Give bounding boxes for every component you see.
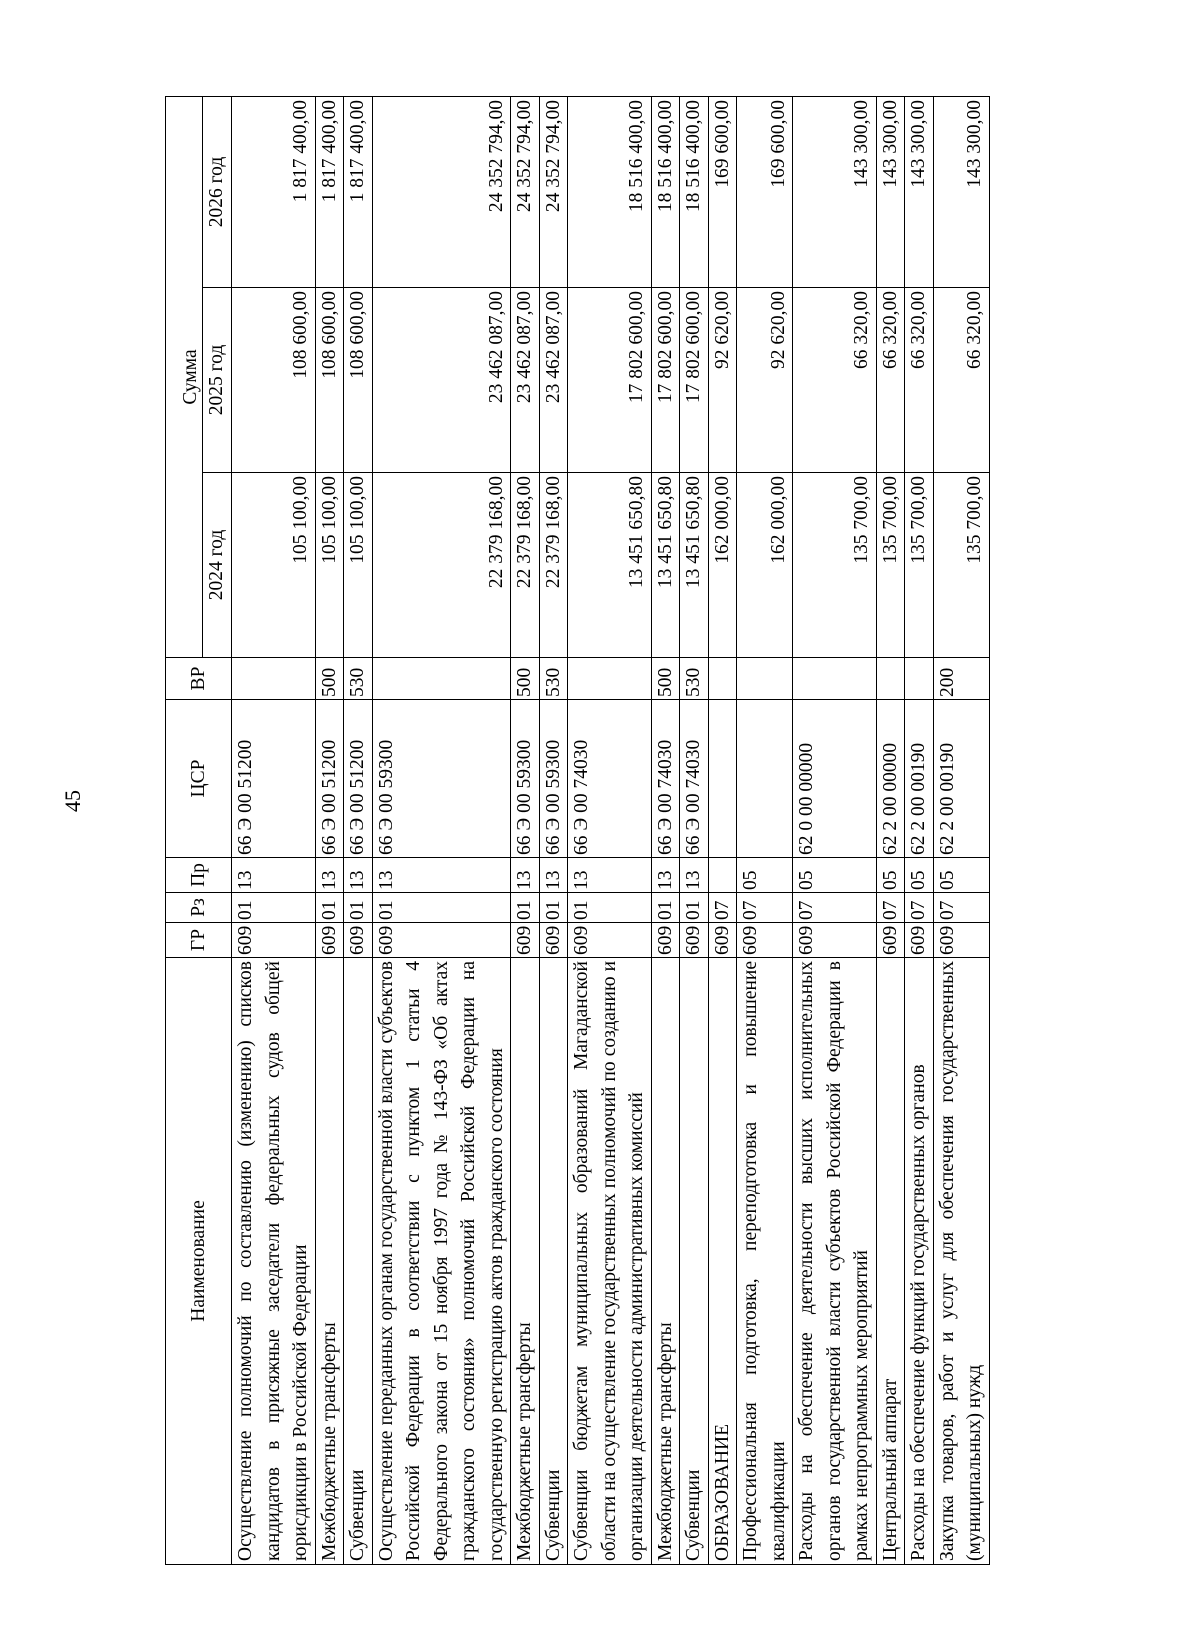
table-row [511, 96, 540, 1564]
cell-2024: 135 700,00 [905, 473, 934, 658]
cell-pr: 13 [651, 858, 680, 893]
cell-pr: 13 [344, 858, 373, 893]
cell-2025: 66 320,00 [933, 288, 989, 473]
cell-2024: 105 100,00 [344, 473, 373, 658]
table-row [876, 96, 905, 1564]
cell-pr: 05 [876, 858, 905, 893]
cell-vr: 530 [539, 658, 568, 700]
cell-vr [905, 658, 934, 700]
cell-csr: 66 Э 00 51200 [315, 700, 344, 858]
table-row [793, 96, 877, 1564]
cell-name: Закупка товаров, работ и услуг для обеспечения государственных (муниципальных) нужд [933, 958, 989, 1565]
cell-2026: 24 352 794,00 [539, 96, 568, 287]
cell-gr: 609 [876, 923, 905, 958]
cell-rz: 07 [933, 893, 989, 923]
cell-rz: 01 [315, 893, 344, 923]
cell-vr [876, 658, 905, 700]
table-row [708, 96, 737, 1564]
cell-vr [793, 658, 877, 700]
cell-name: Профессиональная подготовка, переподготовка и повышение квалификации [737, 958, 793, 1565]
page-number: 45 [60, 790, 85, 812]
cell-name: Межбюджетные трансферты [511, 958, 540, 1565]
cell-gr: 609 [232, 923, 316, 958]
cell-pr: 13 [539, 858, 568, 893]
cell-vr: 530 [344, 658, 373, 700]
cell-2026: 143 300,00 [905, 96, 934, 287]
cell-csr: 66 Э 00 74030 [568, 700, 652, 858]
cell-vr: 500 [315, 658, 344, 700]
cell-vr: 200 [933, 658, 989, 700]
table-row [315, 96, 344, 1564]
cell-2025: 66 320,00 [876, 288, 905, 473]
header-name: Наименование [166, 958, 232, 1565]
table-body [232, 96, 990, 1564]
cell-2024: 13 451 650,80 [568, 473, 652, 658]
cell-name: Осуществление переданных органам государственной власти субъектов Российской Федерации в соответствии с пунктом 1 статьи 4 Федерального закона от 15 ноября 1997 года № 143-ФЗ «Об актах гражданского состояния» полномочий Российской Федерации на государственную регистрацию актов гражданского состояния [372, 958, 511, 1565]
cell-2024: 13 451 650,80 [651, 473, 680, 658]
cell-name: Субвенции [680, 958, 709, 1565]
cell-2024: 135 700,00 [793, 473, 877, 658]
cell-2026: 18 516 400,00 [568, 96, 652, 287]
cell-2025: 23 462 087,00 [539, 288, 568, 473]
cell-2025: 17 802 600,00 [651, 288, 680, 473]
cell-csr: 66 Э 00 51200 [344, 700, 373, 858]
cell-2024: 22 379 168,00 [539, 473, 568, 658]
cell-2026: 169 600,00 [708, 96, 737, 287]
cell-vr [232, 658, 316, 700]
cell-pr: 13 [372, 858, 511, 893]
cell-2026: 1 817 400,00 [315, 96, 344, 287]
cell-2025: 17 802 600,00 [568, 288, 652, 473]
cell-2024: 135 700,00 [933, 473, 989, 658]
cell-csr [737, 700, 793, 858]
table-row [737, 96, 793, 1564]
cell-pr: 05 [905, 858, 934, 893]
cell-rz: 01 [511, 893, 540, 923]
table-row [539, 96, 568, 1564]
cell-gr: 609 [651, 923, 680, 958]
cell-csr: 62 2 00 00000 [876, 700, 905, 858]
cell-2024: 135 700,00 [876, 473, 905, 658]
cell-name: Межбюджетные трансферты [651, 958, 680, 1565]
cell-gr: 609 [344, 923, 373, 958]
cell-2024: 105 100,00 [232, 473, 316, 658]
cell-csr: 66 Э 00 59300 [539, 700, 568, 858]
rotated-page-content [165, 97, 990, 1565]
table-row [933, 96, 989, 1564]
cell-name: Осуществление полномочий по составлению (изменению) списков кандидатов в присяжные заседатели федеральных судов общей юрисдикции в Российской Федерации [232, 958, 316, 1565]
cell-pr: 05 [737, 858, 793, 893]
cell-gr: 609 [511, 923, 540, 958]
cell-rz: 01 [344, 893, 373, 923]
cell-rz: 01 [651, 893, 680, 923]
cell-csr [708, 700, 737, 858]
header-pr: Пр [166, 858, 232, 893]
cell-vr [737, 658, 793, 700]
cell-csr: 62 2 00 00190 [933, 700, 989, 858]
cell-2026: 169 600,00 [737, 96, 793, 287]
cell-2025: 23 462 087,00 [372, 288, 511, 473]
cell-gr: 609 [539, 923, 568, 958]
cell-name: Межбюджетные трансферты [315, 958, 344, 1565]
cell-name: ОБРАЗОВАНИЕ [708, 958, 737, 1565]
cell-name: Субвенции бюджетам муниципальных образований Магаданской области на осуществление государственных полномочий по созданию и организации деятельности административных комиссий [568, 958, 652, 1565]
header-sum: Сумма [166, 96, 203, 657]
table-row [568, 96, 652, 1564]
cell-2026: 18 516 400,00 [680, 96, 709, 287]
cell-2024: 162 000,00 [708, 473, 737, 658]
cell-2026: 1 817 400,00 [344, 96, 373, 287]
cell-csr: 66 Э 00 51200 [232, 700, 316, 858]
cell-name: Субвенции [344, 958, 373, 1565]
cell-2024: 105 100,00 [315, 473, 344, 658]
cell-2024: 22 379 168,00 [511, 473, 540, 658]
cell-2024: 22 379 168,00 [372, 473, 511, 658]
cell-vr: 500 [511, 658, 540, 700]
cell-rz: 07 [876, 893, 905, 923]
header-2024: 2024 год [203, 473, 232, 658]
cell-2024: 13 451 650,80 [680, 473, 709, 658]
cell-vr [372, 658, 511, 700]
header-csr: ЦСР [166, 700, 232, 858]
cell-rz: 01 [680, 893, 709, 923]
header-gr: ГР [166, 923, 232, 958]
cell-2025: 108 600,00 [344, 288, 373, 473]
cell-rz: 07 [793, 893, 877, 923]
cell-gr: 609 [737, 923, 793, 958]
cell-gr: 609 [315, 923, 344, 958]
cell-2024: 162 000,00 [737, 473, 793, 658]
cell-2025: 108 600,00 [232, 288, 316, 473]
table-row [232, 96, 316, 1564]
cell-pr: 13 [511, 858, 540, 893]
cell-2025: 66 320,00 [793, 288, 877, 473]
cell-gr: 609 [708, 923, 737, 958]
cell-vr: 500 [651, 658, 680, 700]
cell-gr: 609 [905, 923, 934, 958]
cell-gr: 609 [568, 923, 652, 958]
cell-vr: 530 [680, 658, 709, 700]
cell-pr: 13 [232, 858, 316, 893]
table-row [680, 96, 709, 1564]
table-row [344, 96, 373, 1564]
cell-2026: 143 300,00 [876, 96, 905, 287]
cell-2026: 18 516 400,00 [651, 96, 680, 287]
cell-name: Центральный аппарат [876, 958, 905, 1565]
cell-2025: 92 620,00 [737, 288, 793, 473]
cell-gr: 609 [933, 923, 989, 958]
cell-rz: 01 [568, 893, 652, 923]
cell-rz: 07 [737, 893, 793, 923]
cell-name: Расходы на обеспечение функций государственных органов [905, 958, 934, 1565]
cell-pr: 05 [793, 858, 877, 893]
cell-csr: 66 Э 00 74030 [680, 700, 709, 858]
cell-2025: 66 320,00 [905, 288, 934, 473]
cell-pr: 13 [315, 858, 344, 893]
cell-pr: 13 [568, 858, 652, 893]
cell-csr: 66 Э 00 74030 [651, 700, 680, 858]
header-2026: 2026 год [203, 96, 232, 287]
cell-gr: 609 [680, 923, 709, 958]
cell-2026: 24 352 794,00 [372, 96, 511, 287]
table-row [651, 96, 680, 1564]
cell-pr: 05 [933, 858, 989, 893]
cell-name: Субвенции [539, 958, 568, 1565]
header-rz: Рз [166, 893, 232, 923]
cell-csr: 66 Э 00 59300 [511, 700, 540, 858]
table-row [372, 96, 511, 1564]
cell-rz: 07 [905, 893, 934, 923]
cell-2026: 143 300,00 [933, 96, 989, 287]
cell-vr [568, 658, 652, 700]
cell-pr [708, 858, 737, 893]
table-row [905, 96, 934, 1564]
header-2025: 2025 год [203, 288, 232, 473]
cell-gr: 609 [372, 923, 511, 958]
budget-table [165, 96, 990, 1565]
cell-gr: 609 [793, 923, 877, 958]
cell-2025: 108 600,00 [315, 288, 344, 473]
cell-csr: 62 2 00 00190 [905, 700, 934, 858]
cell-csr: 62 0 00 00000 [793, 700, 877, 858]
cell-rz: 01 [539, 893, 568, 923]
cell-2025: 92 620,00 [708, 288, 737, 473]
cell-2026: 1 817 400,00 [232, 96, 316, 287]
cell-name: Расходы на обеспечение деятельности высших исполнительных органов государственной власти субъектов Российской Федерации в рамках непрограммных мероприятий [793, 958, 877, 1565]
cell-csr: 66 Э 00 59300 [372, 700, 511, 858]
cell-rz: 01 [372, 893, 511, 923]
header-vr: ВР [166, 658, 232, 700]
cell-rz: 07 [708, 893, 737, 923]
cell-vr [708, 658, 737, 700]
cell-2026: 24 352 794,00 [511, 96, 540, 287]
cell-2025: 17 802 600,00 [680, 288, 709, 473]
cell-2026: 143 300,00 [793, 96, 877, 287]
cell-rz: 01 [232, 893, 316, 923]
cell-pr: 13 [680, 858, 709, 893]
cell-2025: 23 462 087,00 [511, 288, 540, 473]
